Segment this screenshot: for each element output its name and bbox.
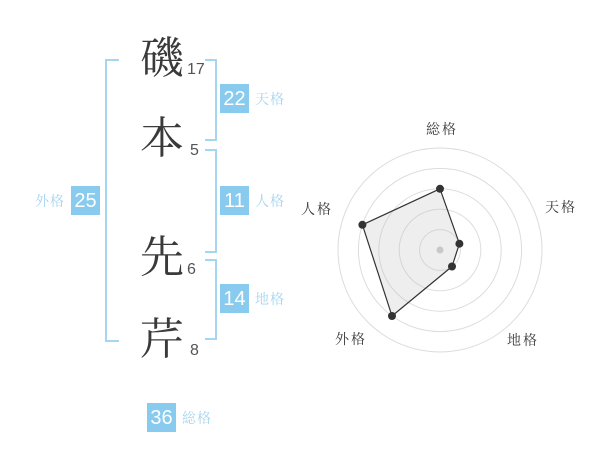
radar-data-polygon [362,189,459,316]
tenkaku-label: 天格 [255,90,285,107]
gaikaku-value-badge: 25 [71,186,100,215]
radar-data-point-1 [455,240,463,248]
radar-data-point-4 [358,221,366,229]
name-char-1: 磯 [140,34,184,83]
radar-label-soukaku: 総格 [426,121,458,137]
radar-label-chikaku: 地格 [507,332,539,348]
name-char-3: 先 [140,233,184,282]
name-char-4: 芹 [140,315,184,364]
chikaku-value-badge: 14 [220,284,249,313]
chikaku-label: 地格 [255,290,285,307]
radar-label-gaikaku: 外格 [335,331,367,347]
radar-label-tenkaku: 天格 [545,199,577,215]
gaikaku-label: 外格 [35,192,65,209]
name-char-2: 本 [140,114,184,163]
radar-label-jinkaku: 人格 [301,201,333,217]
stroke-count-1: 17 [187,61,205,78]
radar-center-dot [437,247,444,254]
soukaku-value-badge: 36 [147,403,176,432]
stroke-count-2: 5 [190,142,199,159]
soukaku-label: 総格 [182,409,212,426]
jinkaku-label: 人格 [255,192,285,209]
radar-data-point-2 [448,263,456,271]
stroke-count-4: 8 [190,342,199,359]
radar-data-point-3 [388,312,396,320]
stroke-count-3: 6 [187,261,196,278]
tenkaku-value-badge: 22 [220,84,249,113]
radar-data-point-0 [436,185,444,193]
jinkaku-value-badge: 11 [220,186,249,215]
